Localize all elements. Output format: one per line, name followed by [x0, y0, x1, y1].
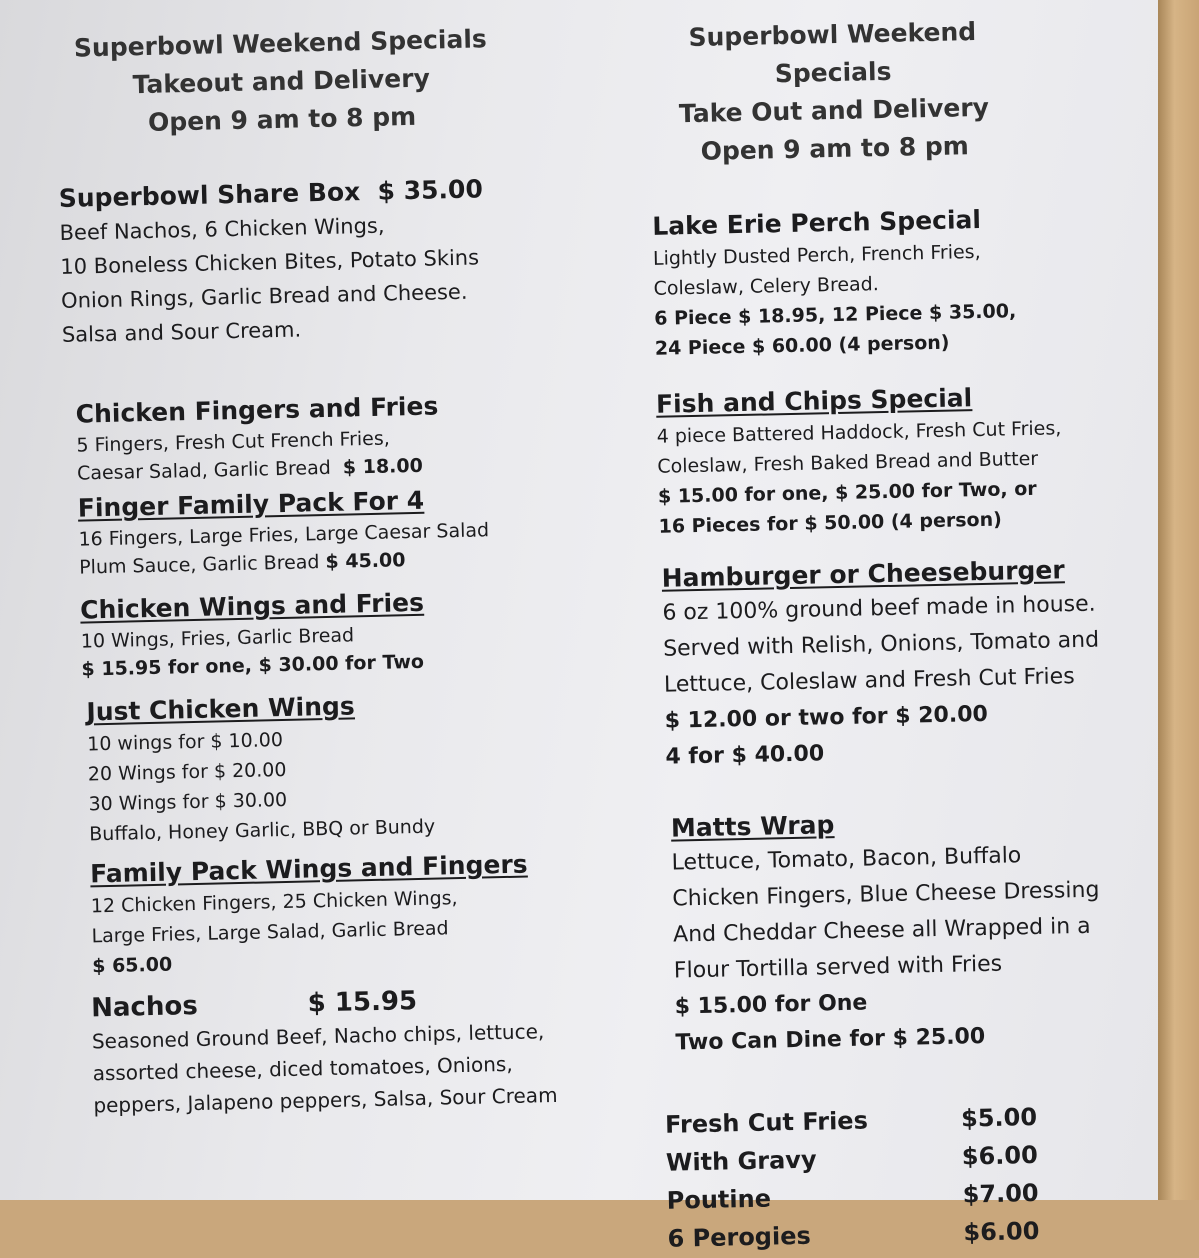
price-line: $ 15.95 for one, $ 30.00 for Two [81, 650, 425, 681]
desc-line: assorted cheese, diced tomatoes, Onions, [92, 1051, 513, 1086]
desc-line: Flour Tortilla served with Fries [673, 951, 1003, 984]
right-header [642, 12, 1025, 172]
side-name: Fresh Cut Fries [664, 1106, 869, 1139]
description [87, 718, 574, 849]
desc-line: Lettuce, Tomato, Bacon, Buffalo [671, 843, 1022, 876]
section-title: Chicken Fingers and Fries [75, 391, 439, 429]
description [662, 586, 1138, 776]
desc-line: Coleslaw, Fresh Baked Bread and Butter [657, 447, 1039, 478]
desc-text: Caesar Salad, Garlic Bread [76, 456, 332, 485]
header-line: Superbowl Weekend Specials [73, 24, 488, 63]
desc-line: And Cheddar Cheese all Wrapped in a [672, 913, 1091, 948]
desc-line: 4 piece Battered Haddock, Fresh Cut Fries, [656, 417, 1062, 448]
side-name: With Gravy [665, 1145, 817, 1177]
description [78, 515, 567, 582]
section-title: Family Pack Wings and Fingers [89, 849, 528, 889]
perch-section [652, 200, 1129, 364]
burger-section [661, 552, 1137, 776]
price-line: 6 Piece $ 18.95, 12 Piece $ 35.00, [654, 300, 1017, 330]
price-line: 24 Piece $ 60.00 (4 person) [654, 331, 950, 360]
side-price: $6.00 [963, 1216, 1040, 1247]
section-title: Hamburger or Cheeseburger [661, 555, 1065, 593]
side-name: 6 Perogies [667, 1221, 812, 1253]
desc-line: 20 Wings for $ 20.00 [87, 758, 287, 786]
fish-chips-section [656, 378, 1133, 542]
section-title: Just Chicken Wings [86, 691, 356, 727]
price: $ 15.95 [307, 986, 418, 1019]
side-price: $5.00 [960, 1102, 1038, 1133]
desc-line: Buffalo, Honey Garlic, BBQ or Bundy [89, 815, 436, 846]
price-line: $ 12.00 or two for $ 20.00 [664, 701, 989, 734]
desc-line: 16 Fingers, Large Fries, Large Caesar Salad [78, 519, 490, 551]
description [671, 836, 1143, 1062]
desc-line: Lettuce, Coleslaw and Fresh Cut Fries [663, 664, 1075, 698]
wrap-section [671, 802, 1144, 1062]
description [91, 880, 577, 981]
header-line: Open 9 am to 8 pm [700, 131, 970, 166]
desc-line: Served with Relish, Onions, Tomato and [662, 627, 1100, 662]
section-title: Fish and Chips Special [655, 383, 973, 419]
desc-line: Large Fries, Large Salad, Garlic Bread [91, 917, 449, 948]
finger-family-section [77, 481, 567, 582]
header-line: Superbowl Weekend Specials [688, 17, 977, 89]
just-wings-section [86, 684, 573, 849]
right-column [642, 10, 1148, 1258]
price-line: Two Can Dine for $ 25.00 [675, 1024, 986, 1056]
share-box-section [58, 171, 562, 352]
price: $ 65.00 [92, 953, 173, 978]
family-pack-section [90, 846, 577, 981]
header-line: Take Out and Delivery [678, 92, 990, 129]
section-title: Finger Family Pack For 4 [77, 485, 425, 523]
section-title: Lake Erie Perch Special [652, 204, 982, 241]
desc-line: 10 Wings, Fries, Garlic Bread [80, 624, 355, 653]
price-line: 16 Pieces for $ 50.00 (4 person) [658, 508, 1003, 538]
desc-line: peppers, Jalapeno peppers, Salsa, Sour Cream [93, 1082, 558, 1118]
desc-line: Chicken Fingers, Blue Cheese Dressing [672, 877, 1100, 912]
side-name: Poutine [666, 1184, 772, 1215]
title-text: Superbowl Share Box [58, 177, 361, 213]
description [653, 234, 1129, 364]
price: $ 35.00 [377, 174, 484, 206]
description [59, 205, 562, 352]
left-column [55, 19, 580, 1122]
desc-line: Coleslaw, Celery Bread. [653, 273, 880, 300]
description [76, 421, 565, 488]
price: $ 18.00 [342, 454, 424, 479]
side-price: $6.00 [961, 1140, 1039, 1171]
wings-fries-section [80, 583, 570, 684]
sides-list [665, 1096, 1148, 1258]
left-header [55, 20, 507, 144]
desc-line: 30 Wings for $ 30.00 [88, 788, 288, 816]
chicken-fingers-section [75, 387, 565, 488]
table-edge [1158, 0, 1199, 1200]
desc-line: 5 Fingers, Fresh Cut French Fries, [76, 427, 391, 457]
desc-line: Onion Rings, Garlic Bread and Cheese. [60, 279, 468, 313]
price-line: 4 for $ 40.00 [665, 741, 825, 770]
desc-line: 6 oz 100% ground beef made in house. [662, 591, 1096, 626]
description [81, 617, 570, 684]
desc-line: Salsa and Sour Cream. [61, 317, 302, 347]
header-line: Open 9 am to 8 pm [147, 101, 417, 137]
desc-text: Plum Sauce, Garlic Bread [78, 551, 320, 579]
price-line: $ 15.00 for one, $ 25.00 for Two, or [657, 477, 1037, 508]
desc-line: 10 wings for $ 10.00 [86, 729, 284, 756]
desc-line: Seasoned Ground Beef, Nacho chips, lettuce, [91, 1019, 545, 1054]
description [656, 412, 1132, 542]
desc-line: 10 Boneless Chicken Bites, Potato Skins [60, 245, 480, 279]
desc-line: Beef Nachos, 6 Chicken Wings, [59, 213, 385, 245]
desc-line: 12 Chicken Fingers, 25 Chicken Wings, [90, 887, 458, 918]
side-price: $7.00 [962, 1178, 1039, 1209]
section-title: Chicken Wings and Fries [79, 587, 425, 625]
header-line: Takeout and Delivery [132, 63, 431, 100]
price: $ 45.00 [325, 549, 406, 573]
nachos-section [91, 980, 580, 1121]
desc-line: Lightly Dusted Perch, French Fries, [652, 240, 981, 270]
description [92, 1014, 580, 1121]
price-line: $ 15.00 for One [674, 990, 868, 1020]
section-title: Matts Wrap [670, 810, 835, 843]
title-text: Nachos [90, 991, 199, 1024]
